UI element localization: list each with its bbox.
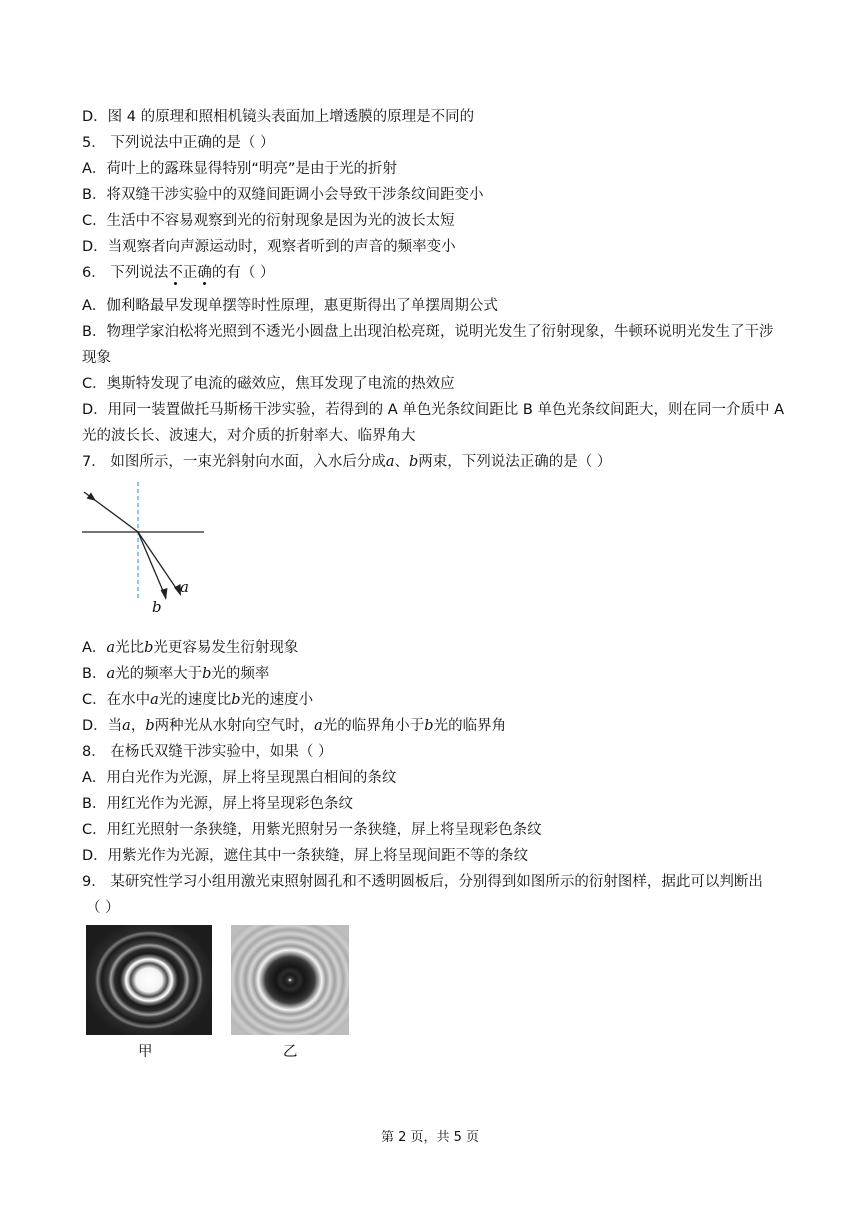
incident-arrow xyxy=(87,493,97,501)
q5-stem: 5． 下列说法中正确的是（ ） xyxy=(82,135,275,151)
q7-option-d xyxy=(82,716,506,736)
q7-b-var2: b xyxy=(202,666,212,682)
q6-option-b-line1: B．物理学家泊松将光照到不透光小圆盘上出现泊松亮斑，说明光发生了衍射现象，牛顿环说明光发生了干涉 xyxy=(82,324,774,340)
q5-option-c: C．生活中不容易观察到光的衍射现象是因为光的波长太短 xyxy=(82,213,455,229)
q7-c-post: 光的速度比 xyxy=(158,692,232,708)
q7-a-post: 光比 xyxy=(115,640,145,656)
q7-option-a xyxy=(82,638,298,658)
q7-c-end: 光的速度小 xyxy=(240,692,314,708)
diffraction-image-jia xyxy=(86,925,212,1035)
q7-d-mid: 两种光从水射向空气时， xyxy=(154,718,315,734)
q6-stem-post: 的有（ ） xyxy=(211,265,275,281)
q7-c-var2: b xyxy=(231,692,241,708)
q6-option-d-line2: 光的波长长、波速大，对介质的折射率大、临界角大 xyxy=(82,428,416,444)
q7-d-var4: b xyxy=(424,718,434,734)
q7-d-end: 光的临界角 xyxy=(433,718,507,734)
q7-a-var2: b xyxy=(144,640,154,656)
q7-option-b xyxy=(82,664,269,684)
q6-option-d-line1: D．用同一装置做托马斯杨干涉实验，若得到的 A 单色光条纹间距比 B 单色光条纹间距大，则在同一介质中 A xyxy=(82,402,784,418)
page-footer: 第 2 页，共 5 页 xyxy=(380,1130,480,1145)
q7-c-var1: a xyxy=(150,692,159,708)
q6-emphasis-1: 不 xyxy=(168,265,183,281)
q8-option-b: B．用红光作为光源，屏上将呈现彩色条纹 xyxy=(82,796,353,812)
q7-b-end: 光的频率 xyxy=(211,666,270,682)
q7-d-var1: a xyxy=(122,718,131,734)
ray-a-label: a xyxy=(180,578,189,596)
refraction-diagram xyxy=(80,482,210,616)
q6-stem-pre: 6． 下列说法 xyxy=(82,265,169,281)
ray-b xyxy=(138,532,166,598)
q8-option-c: C．用红光照射一条狭缝，用紫光照射另一条狭缝，屏上将呈现彩色条纹 xyxy=(82,822,542,838)
q6-option-b-line2: 现象 xyxy=(82,350,111,366)
ray-a xyxy=(138,532,180,594)
q9-stem: 9． 某研究性学习小组用激光束照射圆孔和不透明圆板后，分别得到如图所示的衍射图样，据此可以判断出 xyxy=(82,874,763,890)
q4-option-d: D．图 4 的原理和照相机镜头表面加上增透膜的原理是不同的 xyxy=(82,109,475,125)
q7-sep: 、 xyxy=(394,454,409,470)
q7-d-post: 光的临界角小于 xyxy=(322,718,425,734)
q7-d-pre: D．当 xyxy=(82,718,123,734)
q7-stem-post: 两束，下列说法正确的是（ ） xyxy=(418,454,612,470)
q5-option-b: B．将双缝干涉实验中的双缝间距调小会导致干涉条纹间距变小 xyxy=(82,187,484,203)
q7-option-c xyxy=(82,690,313,710)
q7-d-comma: ， xyxy=(130,718,146,734)
ray-b-label: b xyxy=(152,598,162,616)
q7-var-a: a xyxy=(385,454,395,470)
q8-stem: 8． 在杨氏双缝干涉实验中，如果（ ） xyxy=(82,744,333,760)
q6-option-a: A．伽利略最早发现单摆等时性原理，惠更斯得出了单摆周期公式 xyxy=(82,298,498,314)
label-jia: 甲 xyxy=(138,1044,153,1060)
q7-a-pre: A． xyxy=(82,640,107,656)
q7-b-pre: B． xyxy=(82,666,107,682)
q7-var-b: b xyxy=(409,454,419,470)
q5-option-a: A．荷叶上的露珠显得特别“明亮”是由于光的折射 xyxy=(82,161,397,177)
q7-d-var3: a xyxy=(314,718,323,734)
q5-option-d: D．当观察者向声源运动时，观察者听到的声音的频率变小 xyxy=(82,239,456,255)
q7-b-post: 光的频率大于 xyxy=(115,666,203,682)
q7-c-pre: C．在水中 xyxy=(82,692,151,708)
q9-answer-blank: （ ） xyxy=(86,900,120,916)
label-yi: 乙 xyxy=(283,1044,298,1060)
q7-d-var2: b xyxy=(145,718,155,734)
q7-a-end: 光更容易发生衍射现象 xyxy=(153,640,299,656)
q7-a-var1: a xyxy=(106,640,116,656)
q8-option-a: A．用白光作为光源，屏上将呈现黑白相间的条纹 xyxy=(82,770,397,786)
q7-b-var1: a xyxy=(106,666,116,682)
q6-option-c: C．奥斯特发现了电流的磁效应，焦耳发现了电流的热效应 xyxy=(82,376,455,392)
q6-emphasis-2: 确 xyxy=(197,265,212,281)
q6-stem-mid: 正 xyxy=(182,265,198,281)
q7-stem-pre: 7． 如图所示，一束光斜射向水面，入水后分成 xyxy=(82,454,386,470)
q6-stem xyxy=(82,263,274,283)
diffraction-image-yi xyxy=(231,925,349,1035)
q8-option-d: D．用紫光作为光源，遮住其中一条狭缝，屏上将呈现间距不等的条纹 xyxy=(82,848,529,864)
q7-stem xyxy=(82,452,611,472)
